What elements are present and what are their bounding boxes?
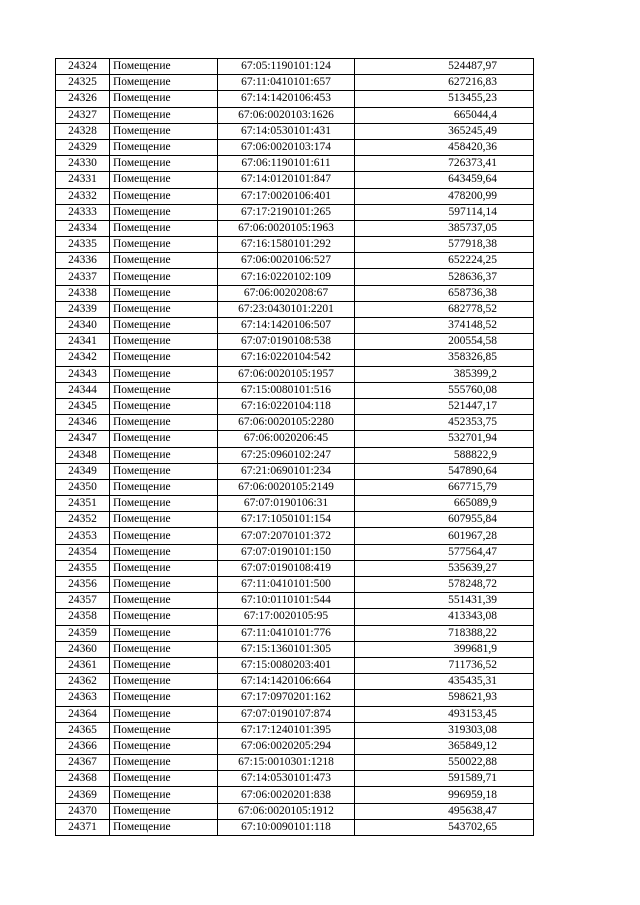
value-cell: 578248,72 xyxy=(355,577,534,593)
object-type-cell: Помещение xyxy=(110,641,218,657)
value-cell: 652224,25 xyxy=(355,253,534,269)
object-type-cell: Помещение xyxy=(110,593,218,609)
row-number-cell: 24357 xyxy=(56,593,110,609)
row-number-cell: 24329 xyxy=(56,139,110,155)
row-number-cell: 24353 xyxy=(56,528,110,544)
value-cell: 555760,08 xyxy=(355,382,534,398)
table-row xyxy=(56,787,534,803)
object-type-cell: Помещение xyxy=(110,59,218,75)
value-cell: 513455,23 xyxy=(355,91,534,107)
row-number-cell: 24335 xyxy=(56,237,110,253)
cadastral-number-cell: 67:06:0020105:1957 xyxy=(218,366,355,382)
cadastral-number-cell: 67:15:0010301:1218 xyxy=(218,755,355,771)
table-row xyxy=(56,172,534,188)
table-row xyxy=(56,75,534,91)
object-type-cell: Помещение xyxy=(110,334,218,350)
row-number-cell: 24344 xyxy=(56,382,110,398)
row-number-cell: 24356 xyxy=(56,577,110,593)
row-number-cell: 24365 xyxy=(56,722,110,738)
cadastral-number-cell: 67:06:0020105:2149 xyxy=(218,479,355,495)
value-cell: 577918,38 xyxy=(355,237,534,253)
value-cell: 365849,12 xyxy=(355,738,534,754)
object-type-cell: Помещение xyxy=(110,285,218,301)
value-cell: 667715,79 xyxy=(355,479,534,495)
cadastral-number-cell: 67:14:0530101:473 xyxy=(218,771,355,787)
value-cell: 591589,71 xyxy=(355,771,534,787)
object-type-cell: Помещение xyxy=(110,382,218,398)
row-number-cell: 24324 xyxy=(56,59,110,75)
object-type-cell: Помещение xyxy=(110,350,218,366)
table-row xyxy=(56,593,534,609)
table-row xyxy=(56,398,534,414)
cadastral-number-cell: 67:06:0020201:838 xyxy=(218,787,355,803)
row-number-cell: 24346 xyxy=(56,415,110,431)
row-number-cell: 24349 xyxy=(56,463,110,479)
table-row xyxy=(56,479,534,495)
object-type-cell: Помещение xyxy=(110,528,218,544)
object-type-cell: Помещение xyxy=(110,301,218,317)
table-row xyxy=(56,188,534,204)
value-cell: 521447,17 xyxy=(355,398,534,414)
table-row xyxy=(56,803,534,819)
row-number-cell: 24350 xyxy=(56,479,110,495)
table-row xyxy=(56,641,534,657)
value-cell: 524487,97 xyxy=(355,59,534,75)
cadastral-number-cell: 67:07:0190108:538 xyxy=(218,334,355,350)
row-number-cell: 24333 xyxy=(56,204,110,220)
cadastral-number-cell: 67:21:0690101:234 xyxy=(218,463,355,479)
value-cell: 385399,2 xyxy=(355,366,534,382)
row-number-cell: 24351 xyxy=(56,496,110,512)
object-type-cell: Помещение xyxy=(110,657,218,673)
row-number-cell: 24347 xyxy=(56,431,110,447)
value-cell: 726373,41 xyxy=(355,156,534,172)
object-type-cell: Помещение xyxy=(110,431,218,447)
table-row xyxy=(56,269,534,285)
table-row xyxy=(56,382,534,398)
table-row xyxy=(56,738,534,754)
value-cell: 627216,83 xyxy=(355,75,534,91)
row-number-cell: 24331 xyxy=(56,172,110,188)
table-row xyxy=(56,59,534,75)
table-row xyxy=(56,528,534,544)
cadastral-number-cell: 67:06:0020208:67 xyxy=(218,285,355,301)
cadastral-number-cell: 67:06:0020205:294 xyxy=(218,738,355,754)
object-type-cell: Помещение xyxy=(110,722,218,738)
object-type-cell: Помещение xyxy=(110,253,218,269)
table-row xyxy=(56,123,534,139)
object-type-cell: Помещение xyxy=(110,107,218,123)
cadastral-number-cell: 67:14:1420106:507 xyxy=(218,318,355,334)
row-number-cell: 24368 xyxy=(56,771,110,787)
object-type-cell: Помещение xyxy=(110,755,218,771)
cadastral-number-cell: 67:15:0080203:401 xyxy=(218,657,355,673)
object-type-cell: Помещение xyxy=(110,512,218,528)
row-number-cell: 24342 xyxy=(56,350,110,366)
cadastral-number-cell: 67:17:1050101:154 xyxy=(218,512,355,528)
cadastral-number-cell: 67:06:1190101:611 xyxy=(218,156,355,172)
table-row xyxy=(56,237,534,253)
row-number-cell: 24363 xyxy=(56,690,110,706)
value-cell: 551431,39 xyxy=(355,593,534,609)
value-cell: 711736,52 xyxy=(355,657,534,673)
row-number-cell: 24354 xyxy=(56,544,110,560)
row-number-cell: 24338 xyxy=(56,285,110,301)
object-type-cell: Помещение xyxy=(110,91,218,107)
object-type-cell: Помещение xyxy=(110,706,218,722)
cadastral-number-cell: 67:25:0960102:247 xyxy=(218,447,355,463)
cadastral-number-cell: 67:11:0410101:500 xyxy=(218,577,355,593)
table-row xyxy=(56,334,534,350)
cadastral-number-cell: 67:06:0020103:174 xyxy=(218,139,355,155)
table-row xyxy=(56,496,534,512)
table-row xyxy=(56,139,534,155)
object-type-cell: Помещение xyxy=(110,609,218,625)
row-number-cell: 24327 xyxy=(56,107,110,123)
table-row xyxy=(56,415,534,431)
value-cell: 643459,64 xyxy=(355,172,534,188)
value-cell: 365245,49 xyxy=(355,123,534,139)
value-cell: 607955,84 xyxy=(355,512,534,528)
table-row xyxy=(56,318,534,334)
table-row xyxy=(56,463,534,479)
object-type-cell: Помещение xyxy=(110,544,218,560)
row-number-cell: 24364 xyxy=(56,706,110,722)
object-type-cell: Помещение xyxy=(110,188,218,204)
value-cell: 399681,9 xyxy=(355,641,534,657)
object-type-cell: Помещение xyxy=(110,366,218,382)
table-row xyxy=(56,512,534,528)
value-cell: 452353,75 xyxy=(355,415,534,431)
row-number-cell: 24332 xyxy=(56,188,110,204)
value-cell: 577564,47 xyxy=(355,544,534,560)
table-row xyxy=(56,220,534,236)
table-row xyxy=(56,690,534,706)
value-cell: 718388,22 xyxy=(355,625,534,641)
registry-table xyxy=(55,58,534,836)
table-row xyxy=(56,657,534,673)
cadastral-number-cell: 67:14:0530101:431 xyxy=(218,123,355,139)
object-type-cell: Помещение xyxy=(110,463,218,479)
cadastral-number-cell: 67:07:0190107:874 xyxy=(218,706,355,722)
value-cell: 435435,31 xyxy=(355,674,534,690)
table-row xyxy=(56,253,534,269)
value-cell: 478200,99 xyxy=(355,188,534,204)
value-cell: 588822,9 xyxy=(355,447,534,463)
cadastral-number-cell: 67:05:1190101:124 xyxy=(218,59,355,75)
row-number-cell: 24328 xyxy=(56,123,110,139)
cadastral-number-cell: 67:17:0970201:162 xyxy=(218,690,355,706)
object-type-cell: Помещение xyxy=(110,560,218,576)
table-row xyxy=(56,706,534,722)
value-cell: 682778,52 xyxy=(355,301,534,317)
table-row xyxy=(56,156,534,172)
cadastral-number-cell: 67:15:1360101:305 xyxy=(218,641,355,657)
cadastral-number-cell: 67:11:0410101:657 xyxy=(218,75,355,91)
table-row xyxy=(56,350,534,366)
row-number-cell: 24326 xyxy=(56,91,110,107)
table-row xyxy=(56,544,534,560)
table-row xyxy=(56,609,534,625)
cadastral-number-cell: 67:07:0190108:419 xyxy=(218,560,355,576)
table-row xyxy=(56,431,534,447)
row-number-cell: 24359 xyxy=(56,625,110,641)
document-page xyxy=(55,58,534,836)
object-type-cell: Помещение xyxy=(110,220,218,236)
object-type-cell: Помещение xyxy=(110,738,218,754)
value-cell: 413343,08 xyxy=(355,609,534,625)
object-type-cell: Помещение xyxy=(110,787,218,803)
table-row xyxy=(56,674,534,690)
cadastral-number-cell: 67:17:1240101:395 xyxy=(218,722,355,738)
cadastral-number-cell: 67:15:0080101:516 xyxy=(218,382,355,398)
value-cell: 200554,58 xyxy=(355,334,534,350)
object-type-cell: Помещение xyxy=(110,577,218,593)
cadastral-number-cell: 67:14:0120101:847 xyxy=(218,172,355,188)
value-cell: 493153,45 xyxy=(355,706,534,722)
cadastral-number-cell: 67:17:0020106:401 xyxy=(218,188,355,204)
cadastral-number-cell: 67:23:0430101:2201 xyxy=(218,301,355,317)
cadastral-number-cell: 67:14:1420106:664 xyxy=(218,674,355,690)
object-type-cell: Помещение xyxy=(110,156,218,172)
cadastral-number-cell: 67:06:0020103:1626 xyxy=(218,107,355,123)
value-cell: 598621,93 xyxy=(355,690,534,706)
object-type-cell: Помещение xyxy=(110,237,218,253)
value-cell: 543702,65 xyxy=(355,819,534,835)
row-number-cell: 24366 xyxy=(56,738,110,754)
value-cell: 658736,38 xyxy=(355,285,534,301)
table-row xyxy=(56,301,534,317)
value-cell: 319303,08 xyxy=(355,722,534,738)
value-cell: 532701,94 xyxy=(355,431,534,447)
object-type-cell: Помещение xyxy=(110,139,218,155)
table-row xyxy=(56,285,534,301)
row-number-cell: 24369 xyxy=(56,787,110,803)
cadastral-number-cell: 67:16:1580101:292 xyxy=(218,237,355,253)
cadastral-number-cell: 67:06:0020206:45 xyxy=(218,431,355,447)
object-type-cell: Помещение xyxy=(110,204,218,220)
value-cell: 665089,9 xyxy=(355,496,534,512)
row-number-cell: 24343 xyxy=(56,366,110,382)
object-type-cell: Помещение xyxy=(110,690,218,706)
cadastral-number-cell: 67:06:0020105:1912 xyxy=(218,803,355,819)
value-cell: 458420,36 xyxy=(355,139,534,155)
object-type-cell: Помещение xyxy=(110,479,218,495)
row-number-cell: 24341 xyxy=(56,334,110,350)
row-number-cell: 24334 xyxy=(56,220,110,236)
table-row xyxy=(56,447,534,463)
object-type-cell: Помещение xyxy=(110,318,218,334)
cadastral-number-cell: 67:11:0410101:776 xyxy=(218,625,355,641)
table-row xyxy=(56,560,534,576)
cadastral-number-cell: 67:17:2190101:265 xyxy=(218,204,355,220)
row-number-cell: 24367 xyxy=(56,755,110,771)
cadastral-number-cell: 67:07:0190106:31 xyxy=(218,496,355,512)
cadastral-number-cell: 67:10:0110101:544 xyxy=(218,593,355,609)
object-type-cell: Помещение xyxy=(110,75,218,91)
table-row xyxy=(56,91,534,107)
object-type-cell: Помещение xyxy=(110,447,218,463)
table-row xyxy=(56,819,534,835)
object-type-cell: Помещение xyxy=(110,398,218,414)
row-number-cell: 24337 xyxy=(56,269,110,285)
value-cell: 358326,85 xyxy=(355,350,534,366)
row-number-cell: 24348 xyxy=(56,447,110,463)
row-number-cell: 24358 xyxy=(56,609,110,625)
cadastral-number-cell: 67:16:0220104:542 xyxy=(218,350,355,366)
object-type-cell: Помещение xyxy=(110,803,218,819)
cadastral-number-cell: 67:06:0020106:527 xyxy=(218,253,355,269)
value-cell: 528636,37 xyxy=(355,269,534,285)
row-number-cell: 24362 xyxy=(56,674,110,690)
value-cell: 374148,52 xyxy=(355,318,534,334)
value-cell: 385737,05 xyxy=(355,220,534,236)
row-number-cell: 24340 xyxy=(56,318,110,334)
cadastral-number-cell: 67:16:0220102:109 xyxy=(218,269,355,285)
cadastral-number-cell: 67:17:0020105:95 xyxy=(218,609,355,625)
registry-table-body xyxy=(56,59,534,836)
cadastral-number-cell: 67:10:0090101:118 xyxy=(218,819,355,835)
object-type-cell: Помещение xyxy=(110,415,218,431)
object-type-cell: Помещение xyxy=(110,269,218,285)
cadastral-number-cell: 67:16:0220104:118 xyxy=(218,398,355,414)
table-row xyxy=(56,204,534,220)
row-number-cell: 24330 xyxy=(56,156,110,172)
row-number-cell: 24345 xyxy=(56,398,110,414)
table-row xyxy=(56,577,534,593)
row-number-cell: 24361 xyxy=(56,657,110,673)
value-cell: 535639,27 xyxy=(355,560,534,576)
value-cell: 996959,18 xyxy=(355,787,534,803)
row-number-cell: 24355 xyxy=(56,560,110,576)
row-number-cell: 24371 xyxy=(56,819,110,835)
cadastral-number-cell: 67:06:0020105:1963 xyxy=(218,220,355,236)
object-type-cell: Помещение xyxy=(110,625,218,641)
row-number-cell: 24352 xyxy=(56,512,110,528)
object-type-cell: Помещение xyxy=(110,123,218,139)
table-row xyxy=(56,755,534,771)
value-cell: 550022,88 xyxy=(355,755,534,771)
cadastral-number-cell: 67:06:0020105:2280 xyxy=(218,415,355,431)
cadastral-number-cell: 67:14:1420106:453 xyxy=(218,91,355,107)
value-cell: 601967,28 xyxy=(355,528,534,544)
table-row xyxy=(56,722,534,738)
value-cell: 547890,64 xyxy=(355,463,534,479)
value-cell: 597114,14 xyxy=(355,204,534,220)
object-type-cell: Помещение xyxy=(110,496,218,512)
cadastral-number-cell: 67:07:2070101:372 xyxy=(218,528,355,544)
object-type-cell: Помещение xyxy=(110,674,218,690)
object-type-cell: Помещение xyxy=(110,771,218,787)
row-number-cell: 24370 xyxy=(56,803,110,819)
table-row xyxy=(56,771,534,787)
table-row xyxy=(56,107,534,123)
value-cell: 665044,4 xyxy=(355,107,534,123)
row-number-cell: 24325 xyxy=(56,75,110,91)
row-number-cell: 24336 xyxy=(56,253,110,269)
table-row xyxy=(56,366,534,382)
cadastral-number-cell: 67:07:0190101:150 xyxy=(218,544,355,560)
row-number-cell: 24360 xyxy=(56,641,110,657)
object-type-cell: Помещение xyxy=(110,172,218,188)
table-row xyxy=(56,625,534,641)
row-number-cell: 24339 xyxy=(56,301,110,317)
value-cell: 495638,47 xyxy=(355,803,534,819)
object-type-cell: Помещение xyxy=(110,819,218,835)
